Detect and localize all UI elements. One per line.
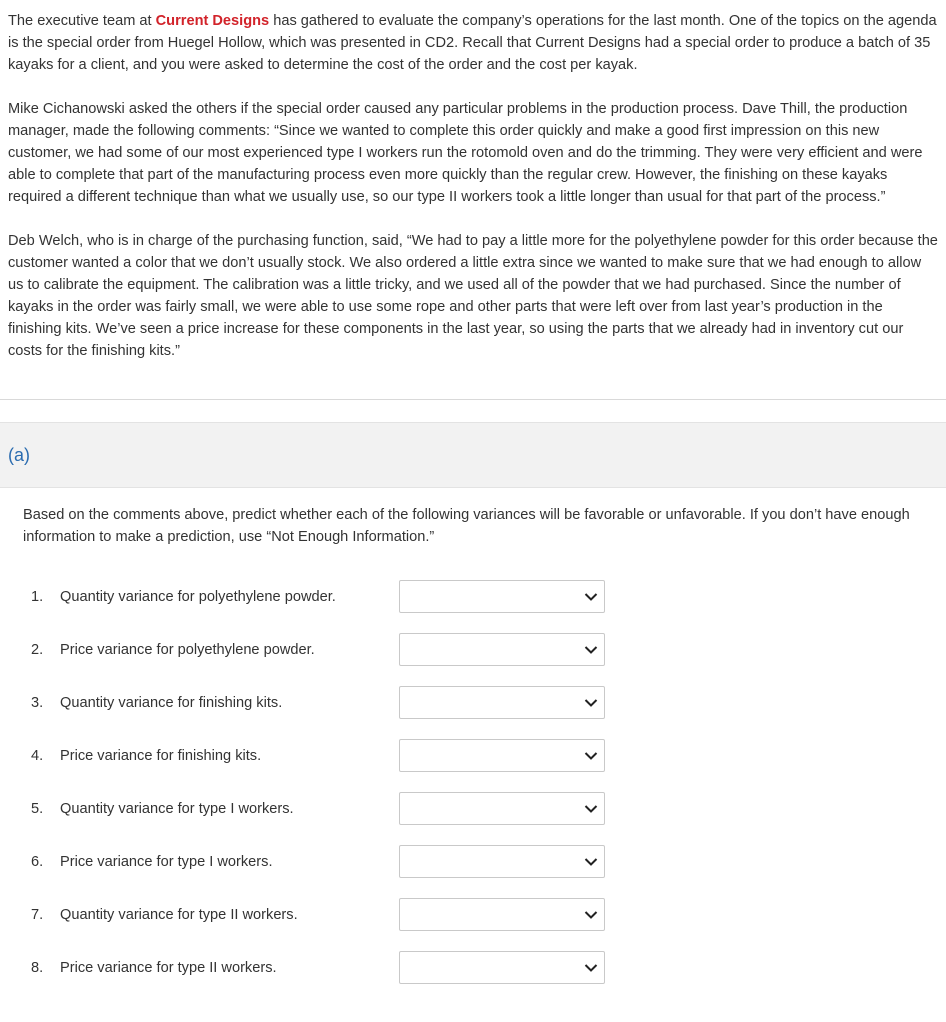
question-row [0, 739, 946, 772]
intro-paragraph-2: Mike Cichanowski asked the others if the special order caused any particular problems in the production process. Dave Thill, the production manager, made the following comments: “Since we wanted to complete this order quickly and make a good first impression on this new customer, we had some of our most experienced type I workers run the rotomold oven and do the trimming. They were very efficient and were able to complete that part of the manufacturing process even more quickly than the regular crew. However, the finishing on these kayaks required a different technique than what we usually use, so our type II workers took a little longer than usual for that part of the process.” [8, 101, 923, 205]
question-number: 3. [31, 695, 44, 711]
question-text: Price variance for type II workers. [60, 960, 277, 976]
chevron-down-icon [584, 696, 598, 710]
question-number: 2. [31, 642, 44, 658]
chevron-down-icon [584, 855, 598, 869]
question-row [0, 792, 946, 825]
question-number: 1. [31, 589, 44, 605]
chevron-down-icon [584, 908, 598, 922]
question-number: 7. [31, 907, 44, 923]
question-row [0, 633, 946, 666]
variance-dropdown-3[interactable] [399, 686, 605, 719]
question-number: 4. [31, 748, 44, 764]
question-number: 5. [31, 801, 44, 817]
question-text: Quantity variance for polyethylene powder. [60, 589, 336, 605]
chevron-down-icon [584, 590, 598, 604]
question-text: Price variance for polyethylene powder. [60, 642, 315, 658]
part-label: (a) [8, 445, 30, 465]
chevron-down-icon [584, 643, 598, 657]
question-row [0, 686, 946, 719]
intro-paragraph-1 [8, 10, 938, 76]
question-text: Price variance for finishing kits. [60, 748, 262, 764]
variance-dropdown-8[interactable] [399, 951, 605, 984]
intro-paragraph-3: Deb Welch, who is in charge of the purchasing function, said, “We had to pay a little more for the polyethylene powder for this order because the customer wanted a color that we don’t usually stock. We also ordered a little extra since we wanted to make sure that we had enough to allow us to calibrate the equipment. The calibration was a little tricky, and we used all of the powder that we had purchased. Since the number of kayaks in the order was fairly small, we were able to use some rope and other parts that were left over from last year’s production in the finishing kits. We’ve seen a price increase for these components in the last year, so using the parts that we already had in inventory cut our costs for the finishing kits.” [8, 233, 938, 359]
variance-dropdown-7[interactable] [399, 898, 605, 931]
chevron-down-icon [584, 961, 598, 975]
variance-dropdown-6[interactable] [399, 845, 605, 878]
question-row [0, 845, 946, 878]
intro-p1-after: has gathered to evaluate the company’s operations for the last month. One of the topics on the agenda is the special order from Huegel Hollow, which was presented in CD2. Recall that Current Designs had a special order to produce a batch of 35 kayaks for a client, and you were asked to determine the cost of the order and the cost per kayak. [8, 13, 937, 73]
variance-dropdown-2[interactable] [399, 633, 605, 666]
chevron-down-icon [584, 802, 598, 816]
question-row [0, 951, 946, 984]
question-text: Price variance for type I workers. [60, 854, 273, 870]
question-text: Quantity variance for finishing kits. [60, 695, 283, 711]
brand-name: Current Designs [155, 13, 270, 29]
question-row [0, 898, 946, 931]
question-number: 8. [31, 960, 44, 976]
variance-dropdown-5[interactable] [399, 792, 605, 825]
chevron-down-icon [584, 749, 598, 763]
question-row [0, 580, 946, 613]
question-text: Quantity variance for type II workers. [60, 907, 298, 923]
variance-dropdown-1[interactable] [399, 580, 605, 613]
question-number: 6. [31, 854, 44, 870]
part-instructions: Based on the comments above, predict whether each of the following variances will be favorable or unfavorable. If you don’t have enough information to make a prediction, use “Not Enough Information.” [23, 507, 910, 545]
variance-dropdown-4[interactable] [399, 739, 605, 772]
section-divider [0, 399, 946, 400]
intro-p1-before: The executive team at [8, 13, 156, 29]
question-text: Quantity variance for type I workers. [60, 801, 294, 817]
problem-intro [8, 10, 938, 384]
part-a-header [0, 422, 946, 488]
